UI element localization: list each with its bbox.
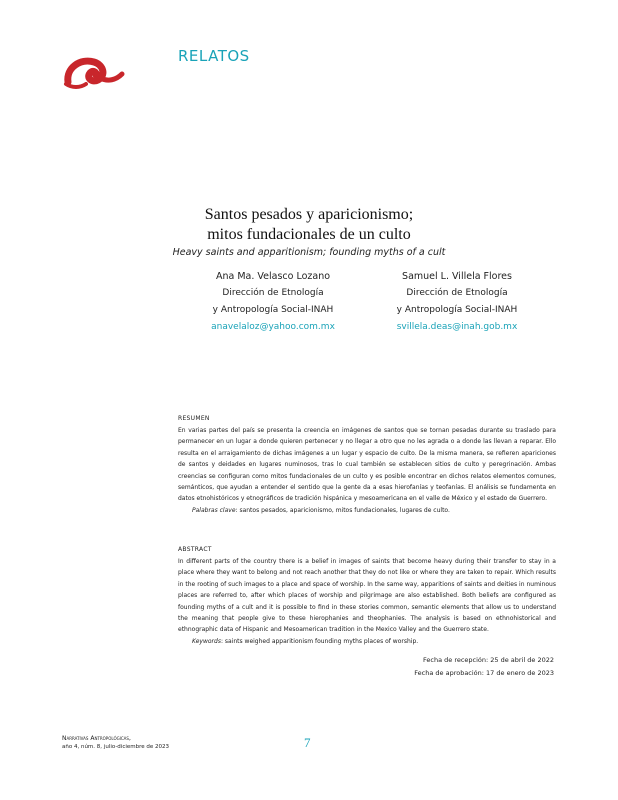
received-date: Fecha de recepción: 25 de abril de 2022 [423,656,554,664]
journal-logo-icon [62,52,126,92]
author-affiliation: Dirección de Etnología [406,288,508,298]
page-number: 7 [304,735,311,750]
keywords-text: : saints weighed apparitionism founding myths places of worship. [220,637,419,645]
resumen-heading: RESUMEN [178,415,210,422]
resumen-section [178,415,556,516]
resumen-text: En varias partes del país se presenta la creencia en imágenes de santos que se tornan pesadas durante su traslado para permanecer en un lugar a donde quieren pertenecer y no llegar a otro que no les agrada o a donde las llevan a reparar. Ello resulta en el arraigamiento de dichas imágenes a un lugar y espacio de culto. De la misma manera, se refieren apariciones de santos y deidades en lugares numinosos, tras lo cual también se establecen sitios de culto y peregrinación. Ambas creencias se configuran como mitos fundacionales de un culto y es posible encontrar en dichos relatos elementos comunes, semánticos, que ayudan a entender el sentido que la gente da a esas hierofanías y teofanías. El análisis se fundamenta en datos etnohistóricos y etnográficos de tradición hispánica y mesoamericana en el valle de México y el estado de Guerrero. [178,427,556,503]
article-title-line-1: Santos pesados y aparicionismo; [204,206,414,223]
abstract-keywords [178,636,556,647]
article-title-block [0,205,618,258]
keywords-label: Palabras clave [192,506,236,514]
author-affiliation: y Antropología Social-INAH [212,305,334,315]
journal-name: Narrativas Antropológicas, [62,735,131,742]
author-name: Samuel L. Villela Flores [402,271,512,282]
footer-journal-info [62,734,169,752]
resumen-keywords [178,505,556,516]
journal-issue: año 4, núm. 8, julio-diciembre de 2023 [62,744,170,750]
abstract-heading: ABSTRACT [178,546,212,553]
keywords-label: Keywords [192,637,221,645]
section-title: RELATOS [178,47,250,65]
author-email-link[interactable]: svillela.deas@inah.gob.mx [396,322,518,332]
author-email-link[interactable]: anavelaloz@yahoo.com.mx [211,322,335,332]
author-name: Ana Ma. Velasco Lozano [215,271,331,282]
abstract-text: In different parts of the country there is a belief in images of saints that become heavy during their transfer to stay in a place where they want to belong and not reach another that they do not like or where they are taken to repair. Which results in the rooting of such images to a place and space of worship. In the same way, apparitions of saints and deities in numinous places are referred to, after which places of worship and pilgrimage are also established. Both beliefs are configured as founding myths of a cult and it is possible to find in these stories common, semantic elements that allow us to understand the meaning that people give to these hierophanies and theophanies. The analysis is based on ethnohistorical and ethnographic data of Hispanic and Mesoamerican tradition in the Mexico Valley and the Guerrero state. [178,558,556,634]
approved-date: Fecha de aprobación: 17 de enero de 2023 [414,669,554,677]
article-title-line-2: mitos fundacionales de un culto [207,226,411,243]
abstract-section [178,546,556,647]
article-subtitle: Heavy saints and apparitionism; founding myths of a cult [172,247,446,258]
author-block [367,268,547,336]
article-dates [414,654,554,680]
author-block [183,268,363,336]
author-affiliation: Dirección de Etnología [222,288,324,298]
keywords-text: : santos pesados, aparicionismo, mitos fundacionales, lugares de culto. [235,506,450,514]
author-affiliation: y Antropología Social-INAH [396,305,518,315]
